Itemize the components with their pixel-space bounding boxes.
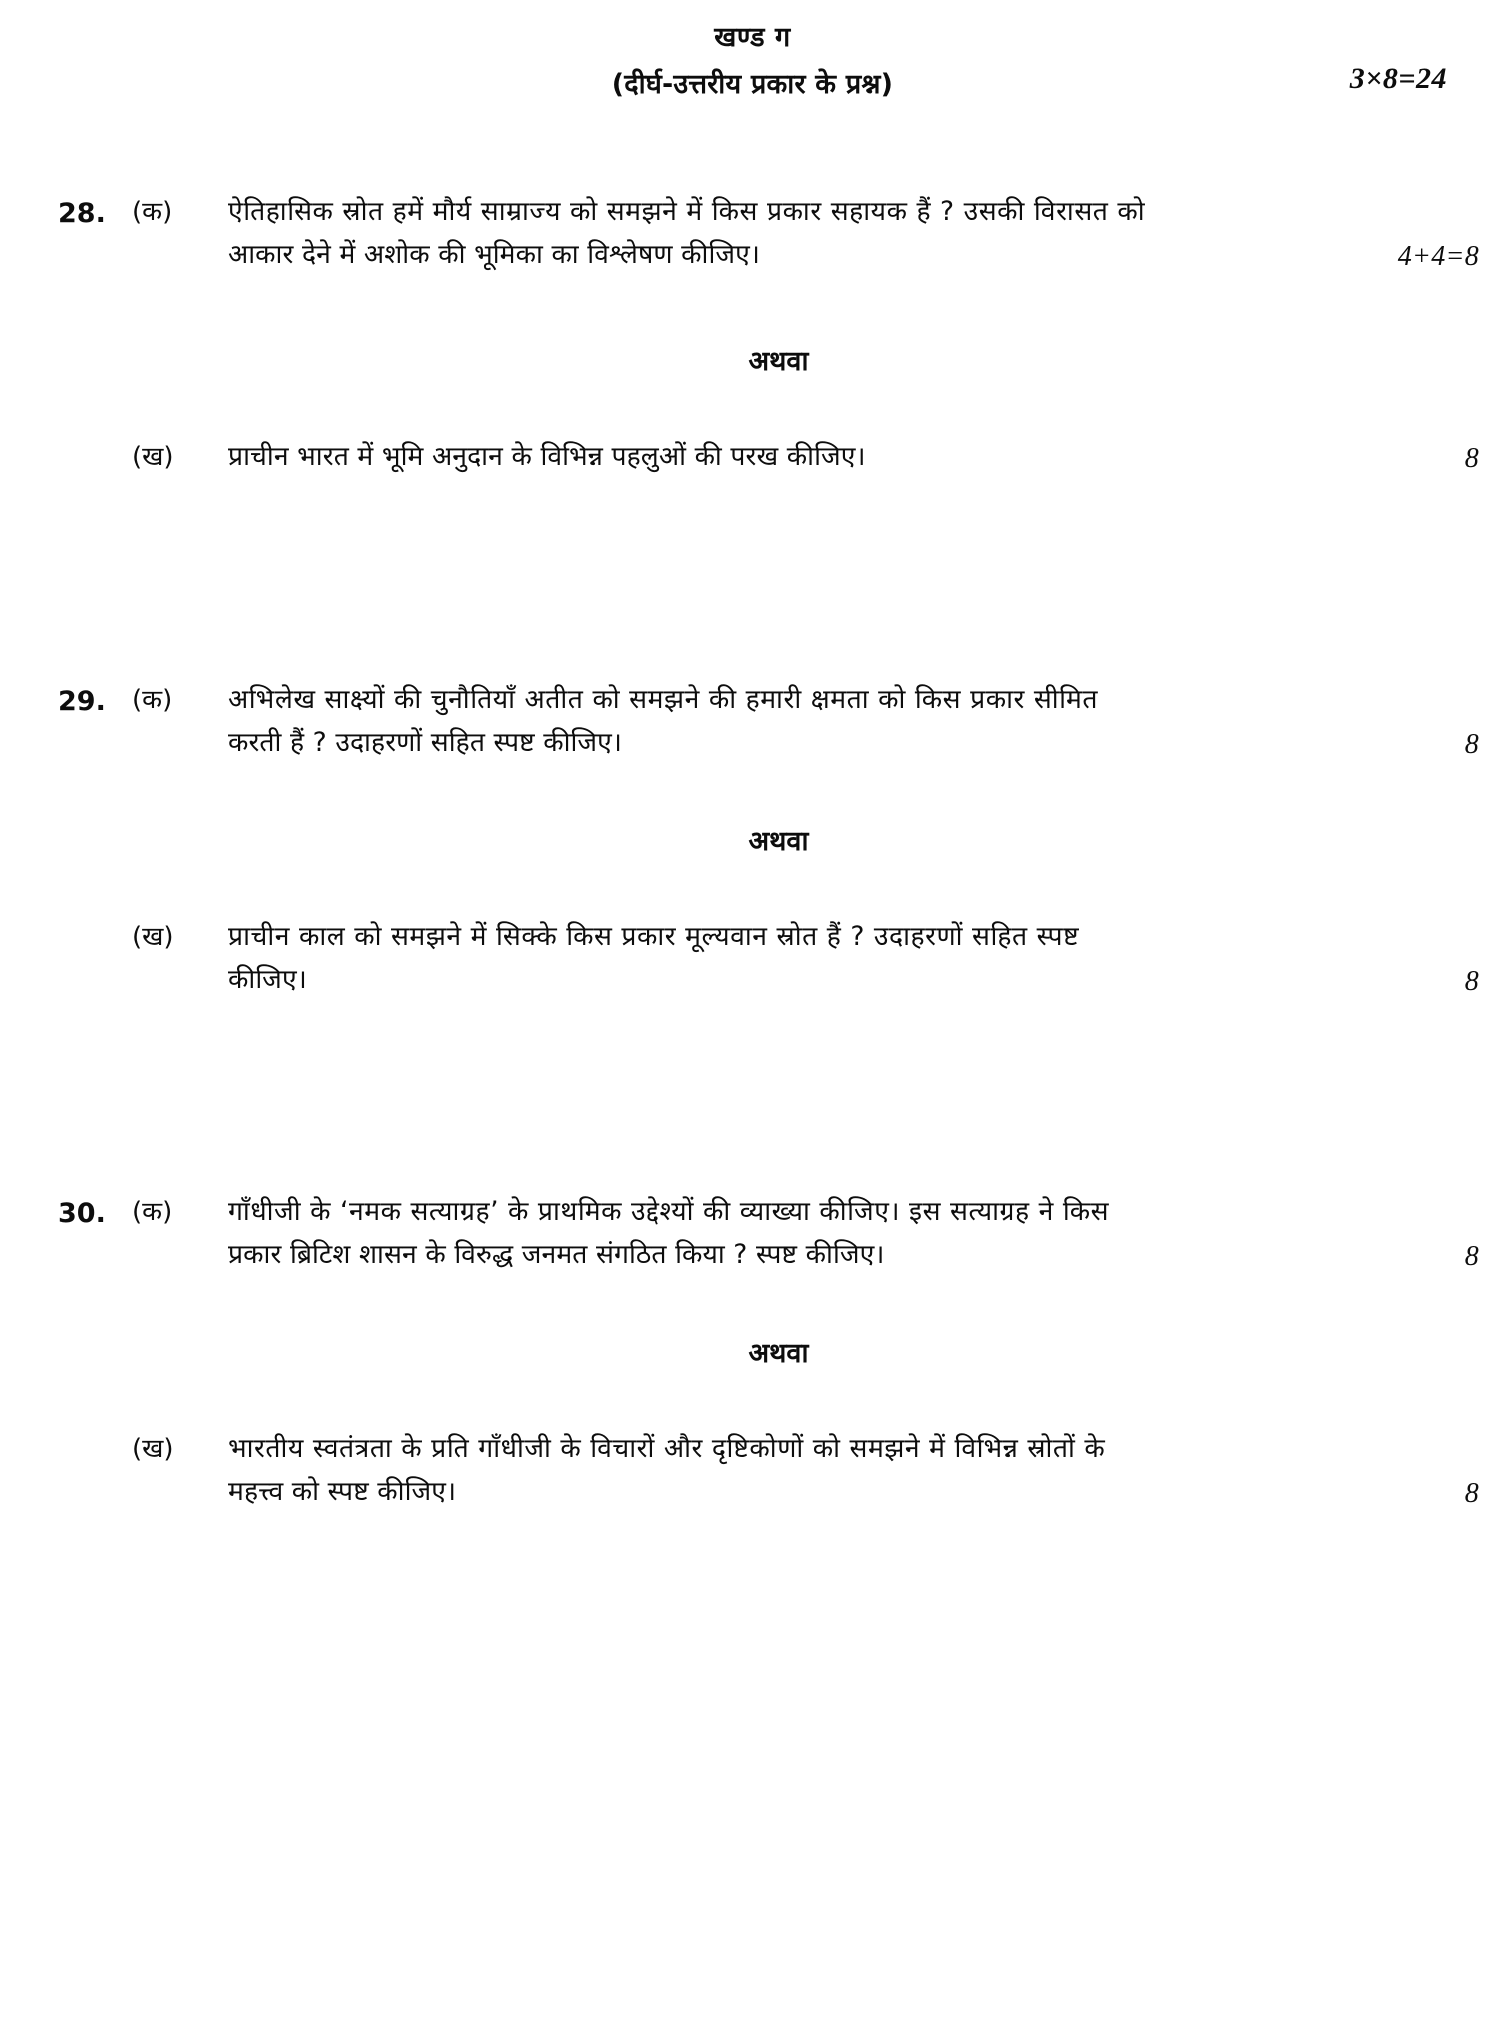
question-text-body bbox=[228, 916, 1479, 1002]
alternative-separator: अथवा bbox=[748, 1338, 809, 1370]
question-part-label: (क) bbox=[132, 684, 173, 715]
question-line: ऐतिहासिक स्रोत हमें मौर्य साम्राज्य को समझने में किस प्रकार सहायक हैं ? उसकी विरासत को bbox=[228, 196, 1146, 227]
question-number: 29. bbox=[58, 685, 106, 717]
question-marks: 8 bbox=[1464, 728, 1479, 760]
question-line: महत्त्व को स्पष्ट कीजिए। 8 bbox=[228, 1471, 1447, 1514]
question-line: करती हैं ? उदाहरणों सहित स्पष्ट कीजिए। 8 bbox=[228, 722, 1447, 765]
question-text-body bbox=[228, 679, 1479, 765]
section-total-marks: 3×8=24 bbox=[1349, 62, 1447, 95]
question-line: कीजिए। 8 bbox=[228, 959, 1447, 1002]
question-text-body bbox=[228, 191, 1479, 277]
question-block-28 bbox=[58, 191, 1479, 479]
question-part-label: (ख) bbox=[132, 921, 174, 952]
question-30-part-ka bbox=[58, 1191, 1479, 1277]
question-text-body bbox=[228, 1428, 1479, 1514]
question-marks: 8 bbox=[1464, 442, 1479, 474]
question-line: अभिलेख साक्ष्यों की चुनौतियाँ अतीत को समझने की हमारी क्षमता को किस प्रकार सीमित bbox=[228, 683, 1099, 715]
question-text-body bbox=[228, 1191, 1479, 1277]
question-line: प्राचीन काल को समझने में सिक्के किस प्रकार मूल्यवान स्रोत हैं ? उदाहरणों सहित स्पष्ट bbox=[228, 920, 1080, 952]
question-number: 30. bbox=[58, 1198, 106, 1230]
section-subtitle: (दीर्घ-उत्तरीय प्रकार के प्रश्न) bbox=[611, 68, 894, 100]
question-part-label: (ख) bbox=[132, 441, 174, 472]
section-header bbox=[58, 0, 1447, 105]
question-line: प्राचीन भारत में भूमि अनुदान के विभिन्न पहलुओं की परख कीजिए। 8 bbox=[228, 436, 1447, 479]
question-line: आकार देने में अशोक की भूमिका का विश्लेषण कीजिए। 4+4=8 bbox=[228, 234, 1447, 277]
question-marks: 8 bbox=[1464, 1241, 1479, 1273]
question-marks: 8 bbox=[1464, 1478, 1479, 1510]
question-marks: 4+4=8 bbox=[1397, 240, 1479, 272]
question-number-spacer bbox=[58, 916, 132, 917]
question-block-29 bbox=[58, 679, 1479, 1002]
question-part-label: (ख) bbox=[132, 1434, 174, 1465]
alternative-separator: अथवा bbox=[748, 345, 809, 377]
question-28-part-kha bbox=[58, 436, 1479, 479]
question-part-label: (क) bbox=[132, 1197, 173, 1228]
question-line: गाँधीजी के ‘नमक सत्याग्रह’ के प्राथमिक उद्देश्यों की व्याख्या कीजिए। इस सत्याग्रह ने किस bbox=[228, 1196, 1110, 1228]
question-number-spacer bbox=[58, 1428, 132, 1429]
question-block-30 bbox=[58, 1191, 1479, 1514]
question-29-part-ka bbox=[58, 679, 1479, 765]
question-number-spacer bbox=[58, 436, 132, 437]
question-30-part-kha bbox=[58, 1428, 1479, 1514]
question-line: भारतीय स्वतंत्रता के प्रति गाँधीजी के विचारों और दृष्टिकोणों को समझने में विभिन्न स्रोतों के bbox=[228, 1433, 1106, 1465]
question-part-label: (क) bbox=[132, 197, 173, 227]
section-title: खण्ड ग bbox=[714, 22, 791, 53]
question-number: 28. bbox=[58, 198, 106, 229]
question-29-part-kha bbox=[58, 916, 1479, 1002]
question-text-body bbox=[228, 436, 1479, 479]
alternative-separator: अथवा bbox=[748, 825, 809, 857]
question-28-part-ka bbox=[58, 191, 1479, 277]
question-marks: 8 bbox=[1464, 965, 1479, 997]
question-line: प्रकार ब्रिटिश शासन के विरुद्ध जनमत संगठित किया ? स्पष्ट कीजिए। 8 bbox=[228, 1234, 1447, 1277]
